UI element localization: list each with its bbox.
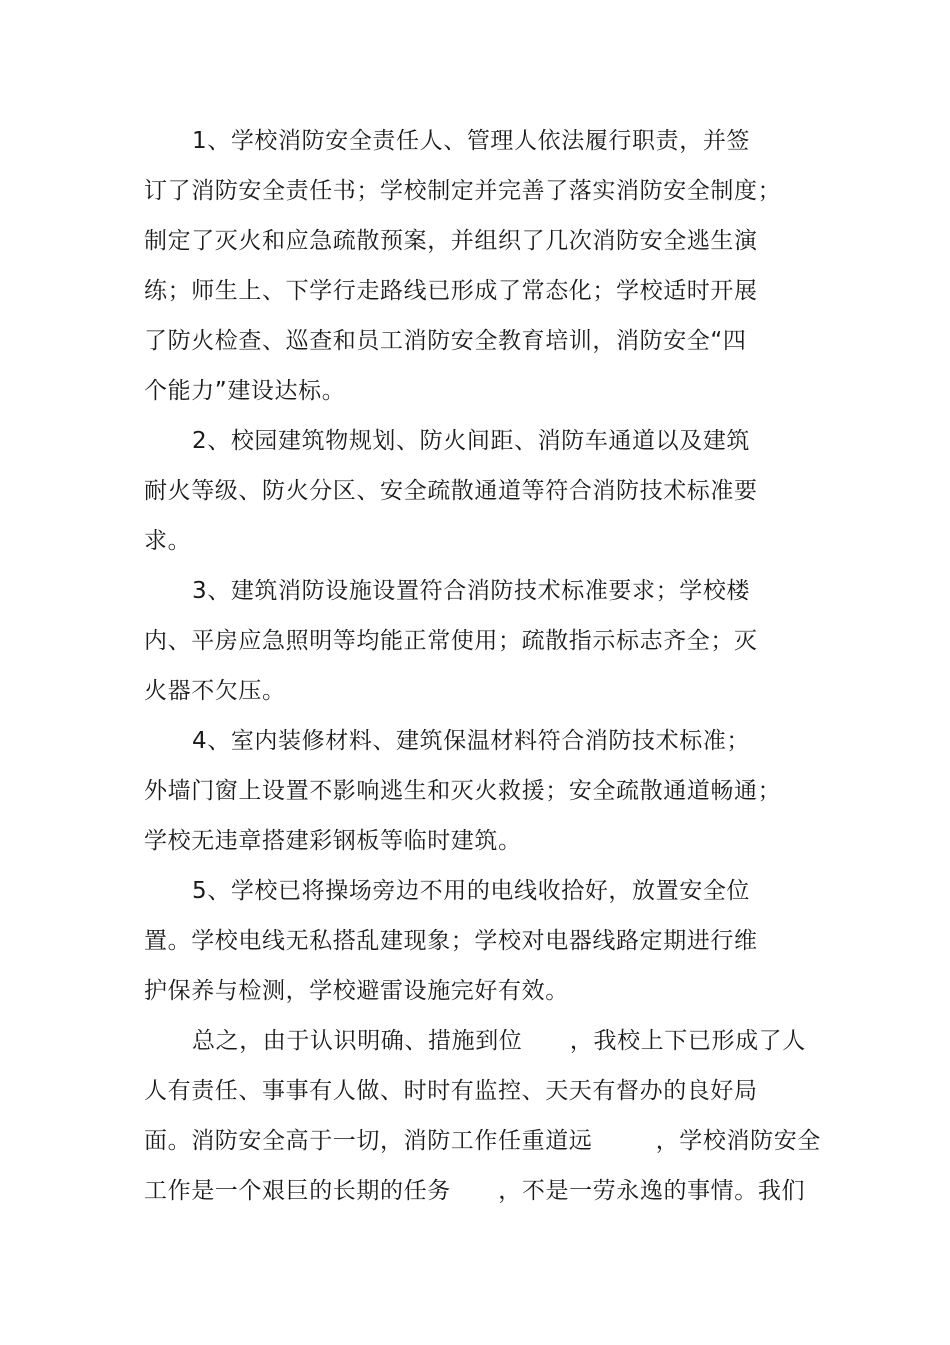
- paragraph-6-line-3: 面。消防安全高于一切，消防工作任重道远 ，学校消防安全: [144, 1128, 821, 1154]
- paragraph-3-line-3: 火器不欠压。: [144, 678, 286, 704]
- paragraph-1-line-2: 订了消防安全责任书；学校制定并完善了落实消防安全制度；: [144, 178, 782, 204]
- paragraph-6-line-2: 人有责任、事事有人做、时时有监控、天天有督办的良好局: [144, 1078, 758, 1104]
- paragraph-1-line-5: 了防火检查、巡查和员工消防安全教育培训，消防安全“四: [144, 328, 747, 354]
- paragraph-6-line-4: 工作是一个艰巨的长期的任务 ，不是一劳永逸的事情。我们: [144, 1178, 806, 1204]
- paragraph-6-line-1: 总之，由于认识明确、措施到位 ，我校上下已形成了人: [192, 1028, 806, 1054]
- paragraph-5-line-1: 5、学校已将操场旁边不用的电线收拾好，放置安全位: [192, 878, 751, 904]
- paragraph-1-line-6: 个能力”建设达标。: [144, 378, 346, 404]
- paragraph-5-line-3: 护保养与检测，学校避雷设施完好有效。: [144, 978, 569, 1004]
- paragraph-2-line-2: 耐火等级、防火分区、安全疏散通道等符合消防技术标准要: [144, 478, 758, 504]
- paragraph-4-line-1: 4、室内装修材料、建筑保温材料符合消防技术标准；: [192, 728, 751, 754]
- paragraph-1-line-4: 练；师生上、下学行走路线已形成了常态化；学校适时开展: [144, 278, 758, 304]
- paragraph-2-line-3: 求。: [144, 528, 192, 554]
- paragraph-4-line-2: 外墙门窗上设置不影响逃生和灭火救援；安全疏散通道畅通；: [144, 778, 782, 804]
- paragraph-5-line-2: 置。学校电线无私搭乱建现象；学校对电器线路定期进行维: [144, 928, 758, 954]
- paragraph-1-line-1: 1、学校消防安全责任人、管理人依法履行职责，并签: [192, 128, 751, 154]
- paragraph-1-line-3: 制定了灭火和应急疏散预案，并组织了几次消防安全逃生演: [144, 228, 758, 254]
- paragraph-3-line-2: 内、平房应急照明等均能正常使用；疏散指示标志齐全；灭: [144, 628, 758, 654]
- paragraph-2-line-1: 2、校园建筑物规划、防火间距、消防车通道以及建筑: [192, 428, 751, 454]
- paragraph-4-line-3: 学校无违章搭建彩钢板等临时建筑。: [144, 828, 522, 854]
- paragraph-3-line-1: 3、建筑消防设施设置符合消防技术标准要求；学校楼: [192, 578, 751, 604]
